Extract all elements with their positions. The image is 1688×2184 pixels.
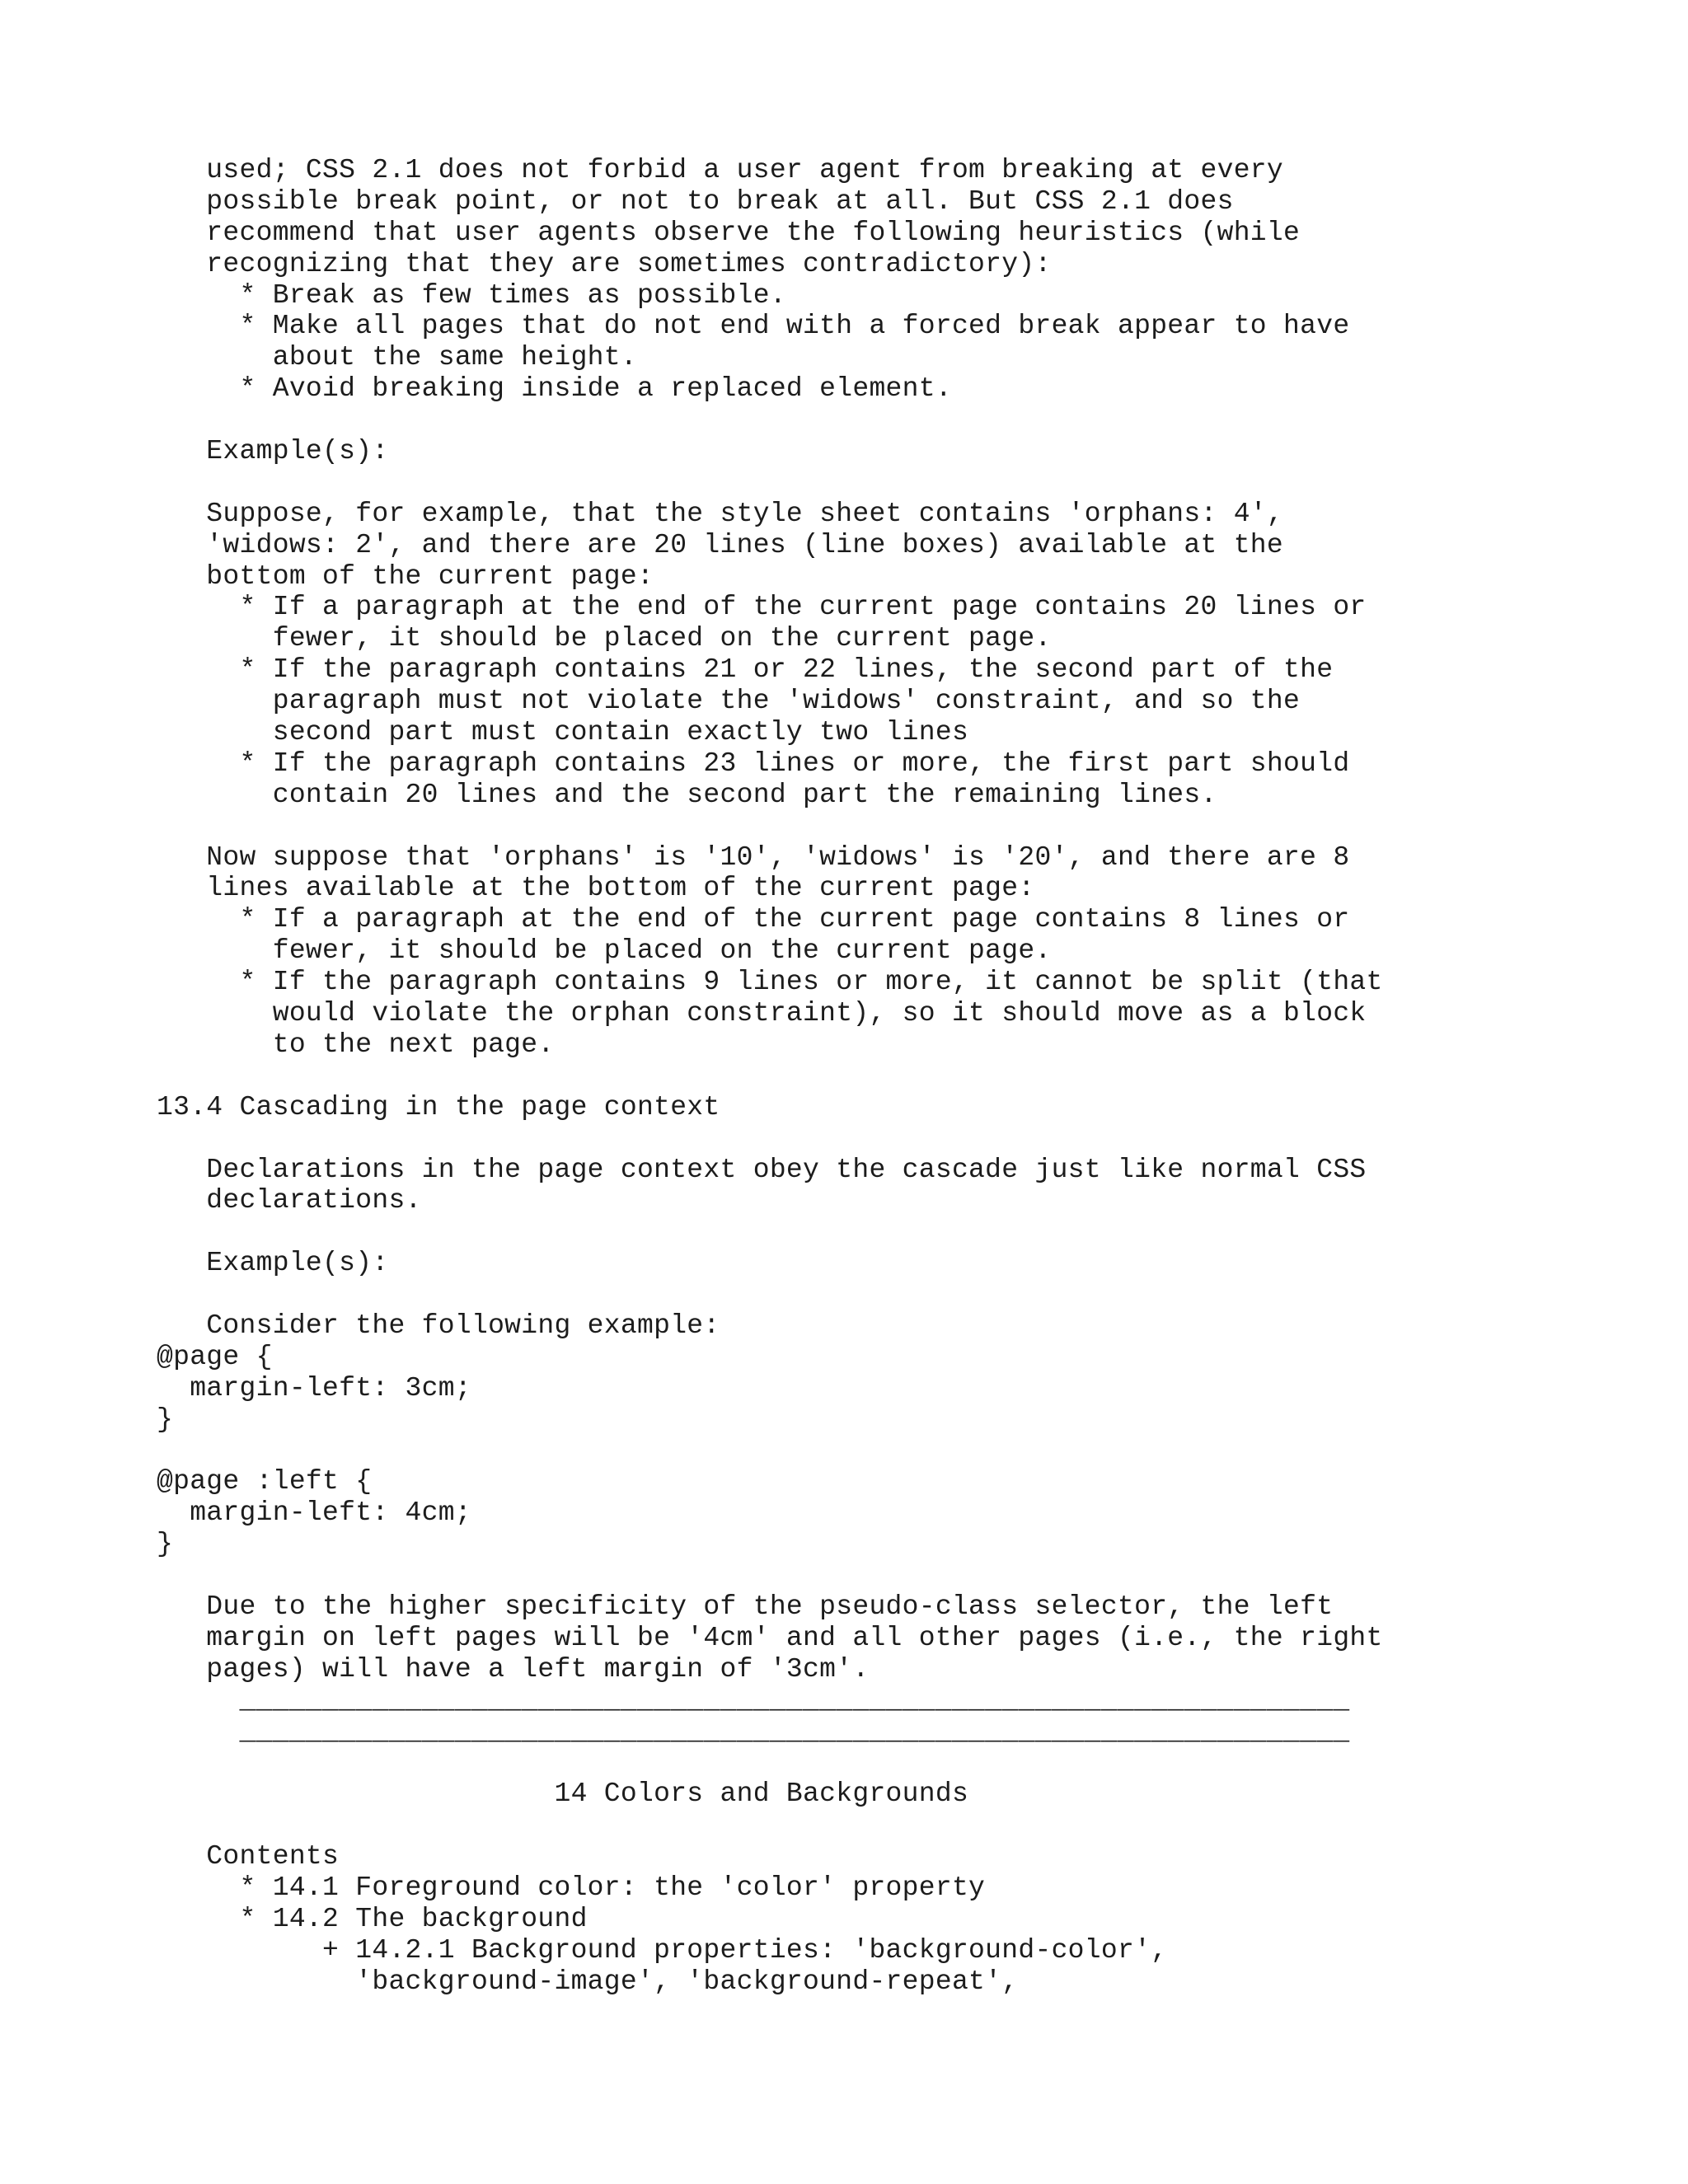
code-line: margin-left: 4cm; [157,1497,471,1529]
section-heading: 13.4 Cascading in the page context [157,1091,720,1122]
paragraph-line: Due to the higher specificity of the pseudo-class selector, the left [157,1591,1334,1622]
blank-line [157,1216,1657,1248]
blank-line [157,811,1657,842]
bullet-item-continued: fewer, it should be placed on the current page. [157,935,1052,967]
blank-line [157,1279,1657,1310]
code-line: } [157,1404,174,1435]
paragraph-line: bottom of the current page: [157,560,654,592]
contents-heading: Contents [157,1841,340,1872]
bullet-item-continued: second part must contain exactly two lines [157,717,969,748]
bullet-item: * If a paragraph at the end of the current page contains 20 lines or [157,592,1367,623]
toc-item: * 14.1 Foreground color: the 'color' property [157,1872,986,1903]
bullet-item-continued: paragraph must not violate the 'widows' constraint, and so the [157,686,1301,717]
blank-line [157,1123,1657,1155]
paragraph-line: lines available at the bottom of the current page: [157,873,1035,904]
bullet-item-continued: fewer, it should be placed on the current page. [157,623,1052,654]
paragraph-line: used; CSS 2.1 does not forbid a user agent from breaking at every [157,155,1284,185]
paragraph-line: margin on left pages will be '4cm' and all other pages (i.e., the right [157,1622,1383,1653]
toc-item: * 14.2 The background [157,1903,588,1934]
example-label: Example(s): [157,1248,389,1279]
blank-line [157,1747,1657,1779]
paragraph-line: Declarations in the page context obey the cascade just like normal CSS [157,1154,1367,1185]
chapter-title: 14 Colors and Backgrounds [157,1779,969,1810]
bullet-item: * If a paragraph at the end of the current page contains 8 lines or [157,904,1350,935]
paragraph-line: Suppose, for example, that the style sheet contains 'orphans: 4', [157,498,1284,529]
blank-line [157,1810,1657,1841]
bullet-item-continued: to the next page. [157,1029,555,1060]
paragraph-line: Now suppose that 'orphans' is '10', 'widows' is '20', and there are 8 [157,841,1350,873]
horizontal-rule: ___________________________________________________________________ [157,1685,1350,1716]
code-line: @page { [157,1341,273,1372]
blank-line [157,1560,1657,1591]
bullet-item: * If the paragraph contains 9 lines or more, it cannot be split (that [157,967,1383,998]
blank-line [157,405,1657,436]
code-line: } [157,1529,174,1560]
paragraph-line: Consider the following example: [157,1310,720,1341]
paragraph-line: 'widows: 2', and there are 20 lines (line boxes) available at the [157,529,1284,560]
bullet-item: * Break as few times as possible. [157,279,786,311]
paragraph-line: declarations. [157,1185,422,1216]
bullet-item-continued: would violate the orphan constraint), so it should move as a block [157,998,1367,1029]
paragraph-line: pages) will have a left margin of '3cm'. [157,1653,870,1685]
toc-subitem: + 14.2.1 Background properties: 'background-color', [157,1934,1168,1966]
example-label: Example(s): [157,436,389,467]
bullet-item-continued: about the same height. [157,342,637,373]
toc-subitem-continued: 'background-image', 'background-repeat', [157,1966,1019,1997]
horizontal-rule: ___________________________________________________________________ [157,1716,1350,1747]
bullet-item-continued: contain 20 lines and the second part the remaining lines. [157,779,1217,810]
blank-line [157,1436,1657,1467]
blank-line [157,1061,1657,1092]
paragraph-line: recognizing that they are sometimes contradictory): [157,248,1052,279]
blank-line [157,467,1657,499]
bullet-item: * Avoid breaking inside a replaced element. [157,373,952,405]
bullet-item: * If the paragraph contains 23 lines or more, the first part should [157,748,1350,779]
bullet-item: * Make all pages that do not end with a forced break appear to have [157,311,1350,342]
bullet-item: * If the paragraph contains 21 or 22 lines, the second part of the [157,654,1334,686]
code-line: margin-left: 3cm; [157,1372,471,1404]
document-text [157,155,1657,1998]
paragraph-line: recommend that user agents observe the following heuristics (while [157,217,1301,248]
code-line: @page :left { [157,1466,373,1497]
paragraph-line: possible break point, or not to break at all. But CSS 2.1 does [157,185,1234,217]
